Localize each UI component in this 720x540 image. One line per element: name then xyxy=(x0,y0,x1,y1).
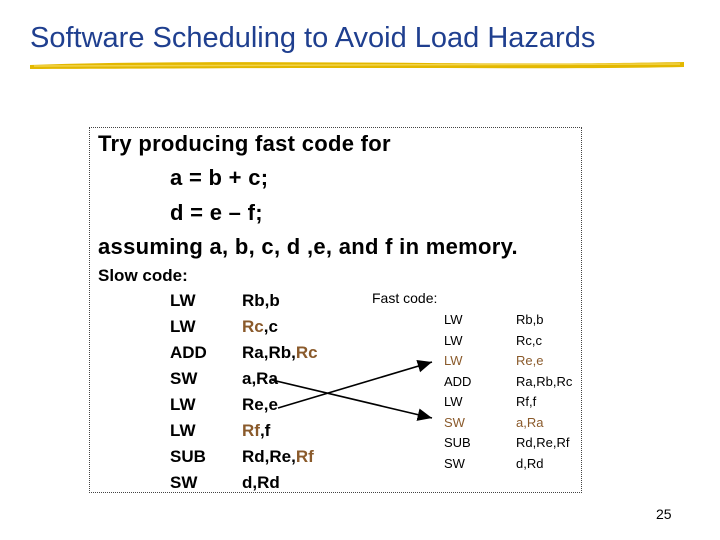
prompt-line-3: d = e – f; xyxy=(170,200,263,225)
slow-op: LW xyxy=(170,291,196,310)
slow-code-heading: Slow code: xyxy=(98,266,188,285)
highlighted-register: Rf xyxy=(295,447,314,466)
arg-text: ,f xyxy=(259,421,271,440)
page-number: 25 xyxy=(656,506,672,522)
slow-op: LW xyxy=(170,421,196,440)
highlighted-register: Rc xyxy=(242,317,264,336)
prompt-line-2: a = b + c; xyxy=(170,165,269,190)
slow-op: SUB xyxy=(170,447,206,466)
slow-op: ADD xyxy=(170,343,207,362)
fast-op: LW xyxy=(444,312,463,327)
highlighted-register: Rf xyxy=(242,421,260,440)
fast-args: Rf,f xyxy=(516,394,537,409)
fast-args: a,Ra xyxy=(516,415,544,430)
slide-title: Software Scheduling to Avoid Load Hazards xyxy=(30,22,596,54)
fast-args: Re,e xyxy=(516,353,544,368)
fast-op: LW xyxy=(444,394,463,409)
slow-op: LW xyxy=(170,317,196,336)
arg-text: d,Rd xyxy=(242,473,280,492)
prompt-line-4: assuming a, b, c, d ,e, and f in memory. xyxy=(98,234,518,259)
arg-text: ,c xyxy=(263,317,278,336)
fast-args: d,Rd xyxy=(516,456,544,471)
arg-text: Rd,Re, xyxy=(242,447,296,466)
arg-text: Re,e xyxy=(242,395,278,414)
fast-code-heading: Fast code: xyxy=(372,290,438,306)
slow-op: SW xyxy=(170,473,198,492)
arg-text: a,Ra xyxy=(242,369,278,388)
fast-op: LW xyxy=(444,353,463,368)
fast-op: LW xyxy=(444,333,463,348)
slow-op: SW xyxy=(170,369,198,388)
fast-op: ADD xyxy=(444,374,472,389)
highlighted-register: Rc xyxy=(295,343,318,362)
arrow-lw-to-earlier xyxy=(278,362,432,408)
fast-op: SW xyxy=(444,415,465,430)
fast-args: Rd,Re,Rf xyxy=(516,435,570,450)
fast-args: Rc,c xyxy=(516,333,542,348)
slow-op: LW xyxy=(170,395,196,414)
prompt-line-1: Try producing fast code for xyxy=(98,131,391,156)
fast-op: SW xyxy=(444,456,465,471)
arg-text: Ra,Rb, xyxy=(242,343,296,362)
fast-op: SUB xyxy=(444,435,471,450)
fast-args: Rb,b xyxy=(516,312,544,327)
fast-args: Ra,Rb,Rc xyxy=(516,374,573,389)
arg-text: Rb,b xyxy=(242,291,280,310)
